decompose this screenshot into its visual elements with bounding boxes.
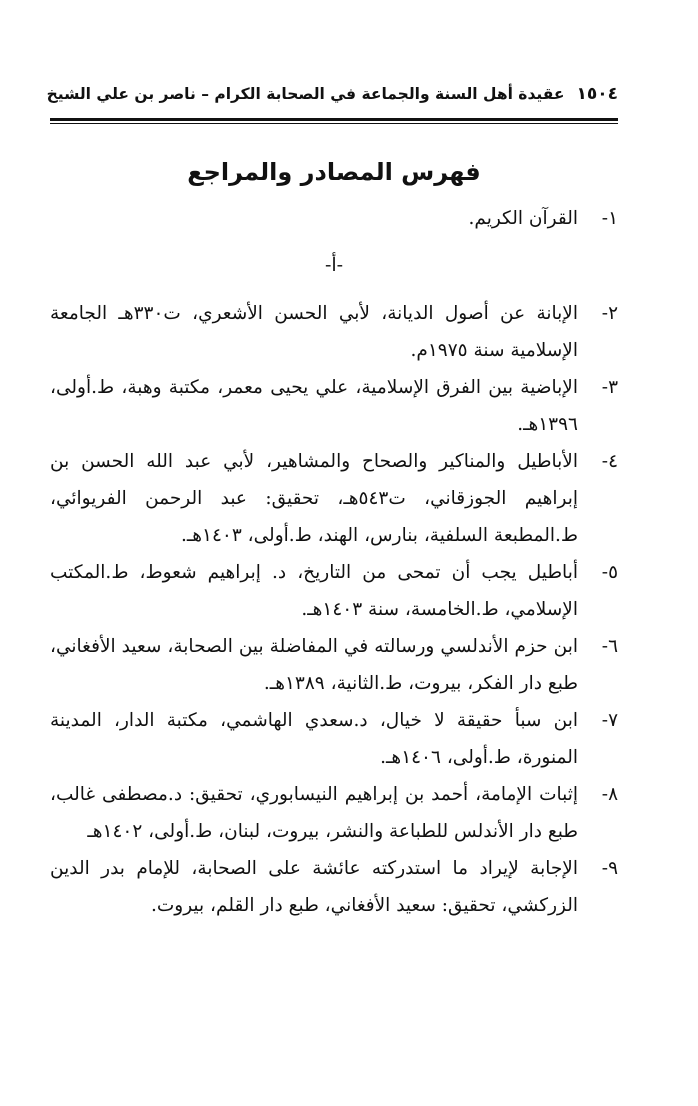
list-item	[50, 443, 618, 554]
list-item	[50, 554, 618, 628]
entry-text: الإجابة لإيراد ما استدركته عائشة على الصحابة، للإمام بدر الدين الزركشي، تحقيق: سعيد الأفغاني، طبع دار القلم، بيروت.	[50, 858, 578, 916]
section-letter: -أ-	[324, 254, 344, 276]
list-item	[50, 850, 618, 924]
entry-text: الإبانة عن أصول الديانة، لأبي الحسن الأشعري، ت٣٣٠هـ الجامعة الإسلامية سنة ١٩٧٥م.	[50, 303, 578, 361]
header-rule-thick	[50, 118, 618, 121]
entry-number: ١-	[601, 208, 618, 229]
entry-number: ٢-	[601, 303, 618, 324]
list-item	[50, 702, 618, 776]
list-item	[50, 628, 618, 702]
list-item	[50, 200, 618, 237]
entry-number: ٦-	[601, 636, 618, 657]
running-header	[46, 84, 618, 114]
entry-text: القرآن الكريم.	[468, 208, 578, 229]
document-page	[46, 84, 618, 924]
list-item	[50, 776, 618, 850]
entry-number: ٩-	[601, 858, 618, 879]
entry-number: ٥-	[601, 562, 618, 583]
header-rule-thin	[50, 123, 618, 124]
entry-text: الأباطيل والمناكير والصحاح والمشاهير، لأبي عبد الله الحسن بن إبراهيم الجوزقاني، ت٥٤٣هـ، تحقيق: عبد الرحمن الفريوائي، ط.المطبعة السلفية، بنارس، الهند، ط.أولى، ١٤٠٣هـ.	[50, 451, 578, 546]
list-item	[50, 295, 618, 369]
entries-list-top	[50, 200, 618, 237]
entry-text: الإباضية بين الفرق الإسلامية، علي يحيى معمر، مكتبة وهبة، ط.أولى، ١٣٩٦هـ.	[50, 377, 578, 435]
entry-number: ٧-	[601, 710, 618, 731]
entry-number: ٨-	[601, 784, 618, 805]
entry-text: أباطيل يجب أن تمحى من التاريخ، د. إبراهيم شعوط، ط.المكتب الإسلامي، ط.الخامسة، سنة ١٤٠٣هـ.	[50, 562, 578, 620]
entry-number: ٤-	[601, 451, 618, 472]
list-item	[50, 369, 618, 443]
index-title: فهرس المصادر والمراجع	[187, 158, 481, 186]
entry-text: إثبات الإمامة، أحمد بن إبراهيم النيسابوري، تحقيق: د.مصطفى غالب، طبع دار الأندلس للطباعة والنشر، بيروت، لبنان، ط.أولى، ١٤٠٢هـ	[50, 784, 578, 842]
page-number: ١٥٠٤	[576, 84, 618, 104]
entry-number: ٣-	[601, 377, 618, 398]
entries-list	[50, 295, 618, 924]
entry-text: ابن حزم الأندلسي ورسالته في المفاضلة بين الصحابة، سعيد الأفغاني، طبع دار الفكر، بيروت، ط.الثانية، ١٣٨٩هـ.	[50, 636, 578, 694]
entry-text: ابن سبأ حقيقة لا خيال، د.سعدي الهاشمي، مكتبة الدار، المدينة المنورة، ط.أولى، ١٤٠٦هـ.	[50, 710, 578, 768]
running-title: عقيدة أهل السنة والجماعة في الصحابة الكرام – ناصر بن علي الشيخ	[46, 85, 565, 103]
